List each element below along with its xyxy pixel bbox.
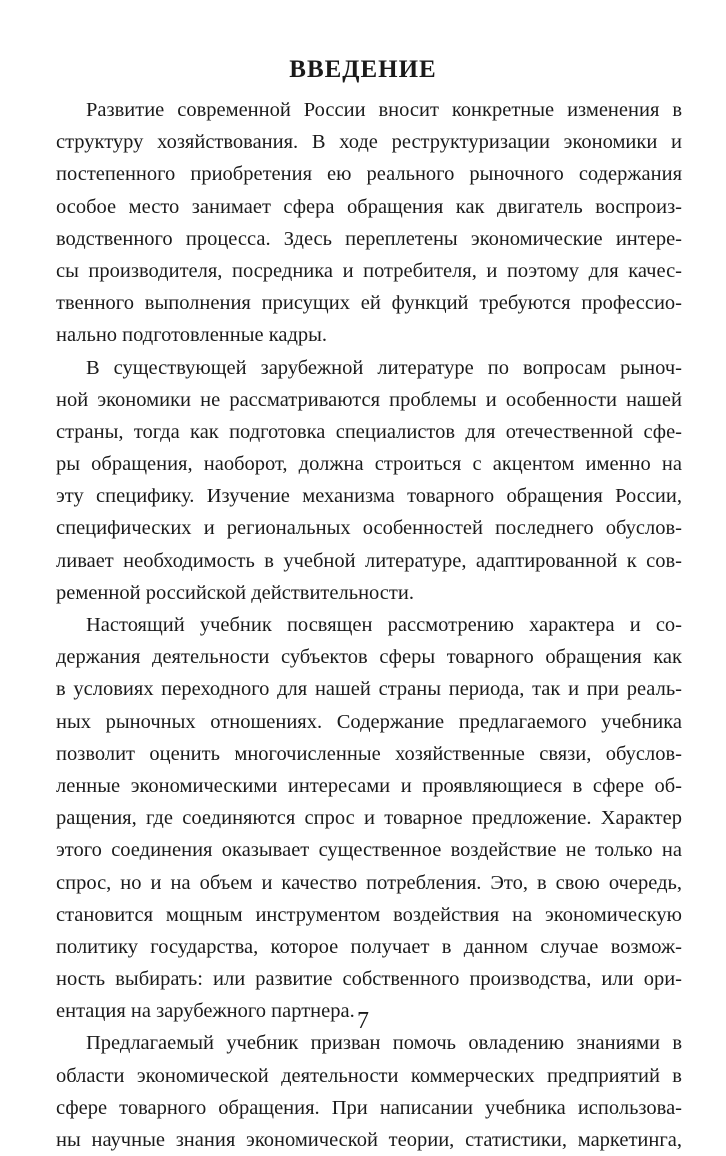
text-line: водственного процесса. Здесь переплетены экономические интере- xyxy=(56,227,682,250)
text-line: В существующей зарубежной литературе по вопросам рыноч- xyxy=(86,356,682,379)
text-line: спрос, но и на объем и качество потребления. Это, в свою очередь, xyxy=(56,871,682,894)
text-line: ременной российской действительности. xyxy=(56,581,414,604)
text-line: политику государства, которое получает в данном случае возмож- xyxy=(56,935,682,958)
text-line: ны научные знания экономической теории, статистики, маркетинга, xyxy=(56,1129,682,1151)
text-line: особое место занимает сфера обращения как двигатель воспроиз- xyxy=(56,195,682,218)
text-line: области экономической деятельности коммерческих предприятий в xyxy=(56,1064,682,1087)
text-line: ентация на зарубежного партнера. xyxy=(56,1000,355,1023)
text-line: Предлагаемый учебник призван помочь овладению знаниями в xyxy=(86,1032,682,1055)
text-line: постепенного приобретения ею реального рыночного содержания xyxy=(56,163,682,186)
paragraph-3 xyxy=(56,609,682,1027)
paragraph-1 xyxy=(56,94,682,352)
text-line: ленные экономическими интересами и проявляющиеся в сфере об- xyxy=(56,774,682,797)
text-line: твенного выполнения присущих ей функций требуются профессио- xyxy=(56,292,682,315)
paragraph-2 xyxy=(56,352,682,610)
text-line: в условиях переходного для нашей страны периода, так и при реаль- xyxy=(56,678,682,701)
text-line: Настоящий учебник посвящен рассмотрению характера и со- xyxy=(86,614,682,636)
text-line: ращения, где соединяются спрос и товарное предложение. Характер xyxy=(56,807,682,830)
text-line: ной экономики не рассматриваются проблемы и особенности нашей xyxy=(56,388,682,411)
text-line: специфических и региональных особенностей последнего обуслов- xyxy=(56,517,682,540)
text-line: Развитие современной России вносит конкретные изменения в xyxy=(86,99,682,121)
text-line: ливает необходимость в учебной литературе, адаптированной к сов- xyxy=(56,549,682,572)
paragraph-4 xyxy=(56,1027,682,1156)
text-line: позволит оценить многочисленные хозяйственные связи, обуслов- xyxy=(56,742,682,765)
text-line: сы производителя, посредника и потребителя, и поэтому для качес- xyxy=(56,259,682,282)
text-line: ных рыночных отношениях. Содержание предлагаемого учебника xyxy=(56,710,682,733)
text-line: структуру хозяйствования. В ходе реструктуризации экономики и xyxy=(56,131,682,154)
text-line: нально подготовленные кадры. xyxy=(56,324,328,347)
text-line: страны, тогда как подготовка специалистов для отечественной сфе- xyxy=(56,420,682,443)
text-line: эту специфику. Изучение механизма товарного обращения России, xyxy=(56,485,682,508)
text-line: держания деятельности субъектов сферы товарного обращения как xyxy=(56,646,682,669)
body-text xyxy=(56,94,682,1156)
text-line: ность выбирать: или развитие собственного производства, или ори- xyxy=(56,968,682,991)
text-line: сфере товарного обращения. При написании учебника использова- xyxy=(56,1096,682,1119)
chapter-heading: ВВЕДЕНИЕ xyxy=(289,56,437,83)
text-line: этого соединения оказывает существенное воздействие не только на xyxy=(56,839,682,862)
text-line: ры обращения, наоборот, должна строиться с акцентом именно на xyxy=(56,453,682,476)
text-line: становится мощным инструментом воздействия на экономическую xyxy=(56,903,682,926)
page-number: 7 xyxy=(357,1008,369,1034)
